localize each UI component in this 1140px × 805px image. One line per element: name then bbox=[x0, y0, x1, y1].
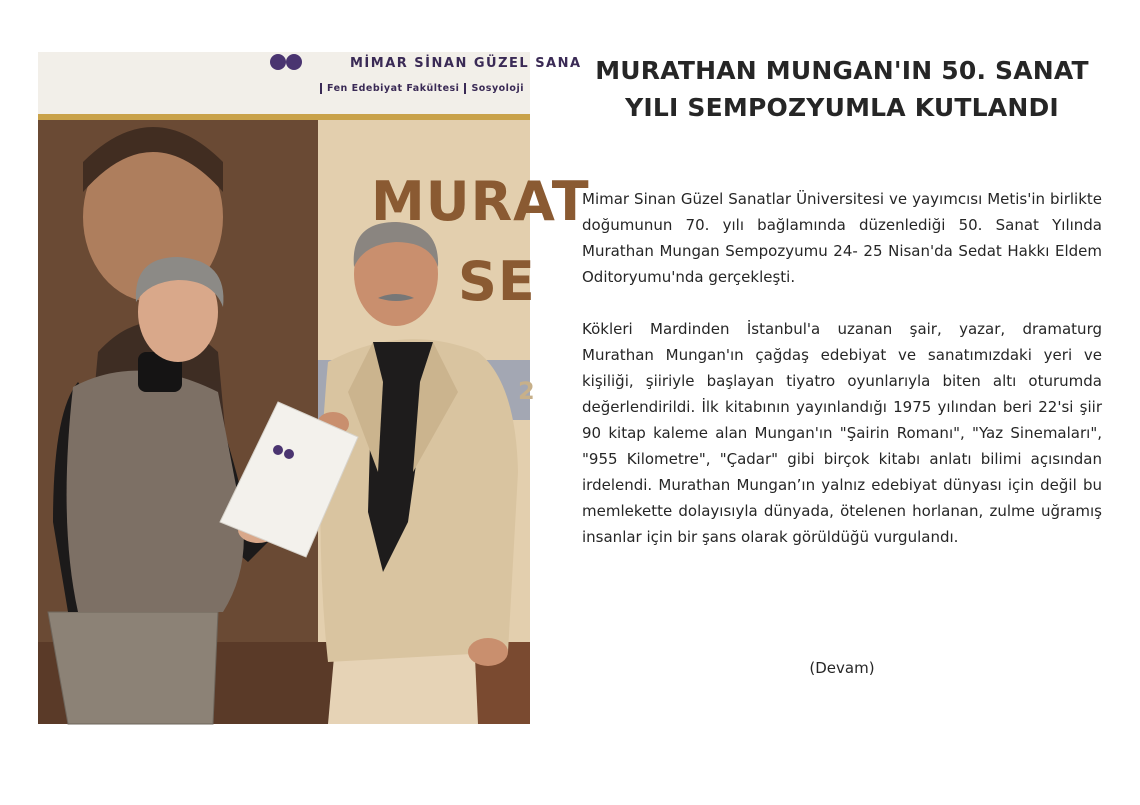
screen-digit: 2 bbox=[518, 377, 535, 405]
banner-dept: Sosyoloji bbox=[464, 83, 529, 94]
banner-university-name: MİMAR SİNAN GÜZEL SANA bbox=[350, 56, 582, 71]
paragraph-1: Mimar Sinan Güzel Sanatlar Üniversitesi ve yayımcısı Metis'in birlikte doğumunun 70. yılı bağlamında düzenlediği 50. Sanat Yılında Murathan Mungan Sempozyumu 24- 25 Nisan'da Sedat Hakkı Eldem Oditoryumu'nda gerçekleşti. bbox=[582, 190, 1102, 286]
screen-title-line-1: MURAT bbox=[371, 170, 590, 233]
paragraph-2: Kökleri Mardinden İstanbul'a uzanan şair, yazar, dramaturg Murathan Mungan'ın çağdaş edebiyat ve sanatımızdaki yeri ve kişiliği, şiiriyle başlayan tiyatro oyunlarıyla biten altı oturumda değerlendirildi. İlk kitabının yayınlandığı 1975 yılından beri 22'si şiir 90 kitap kaleme alan Mungan'ın "Şairin Romanı", "Yaz Sinemaları", "955 Kilometre", "Çadar" gibi birçok kitabı anlatı bilimi açısından irdelendi. Murathan Mungan’ın yalnız edebiyat dünyası için değil bu memlekette dolayısıyla dünyada, ötelenen horlanan, zulme uğramış insanlar için bir şans olarak görüldüğü vurgulandı. bbox=[582, 320, 1102, 546]
screen-title-line-2: SE bbox=[458, 250, 536, 313]
folder-logo-icon bbox=[273, 445, 283, 455]
article-title: MURATHAN MUNGAN'IN 50. SANAT YILI SEMPOZYUMLA KUTLANDI bbox=[595, 56, 1089, 122]
banner-gold-line bbox=[38, 114, 530, 120]
event-photo bbox=[38, 52, 590, 724]
photo-illustration bbox=[38, 52, 530, 724]
article-body bbox=[582, 186, 1102, 576]
banner-subtitle bbox=[320, 83, 529, 94]
banner-faculty: Fen Edebiyat Fakültesi bbox=[320, 83, 464, 94]
continued-label: (Devam) bbox=[809, 659, 875, 677]
